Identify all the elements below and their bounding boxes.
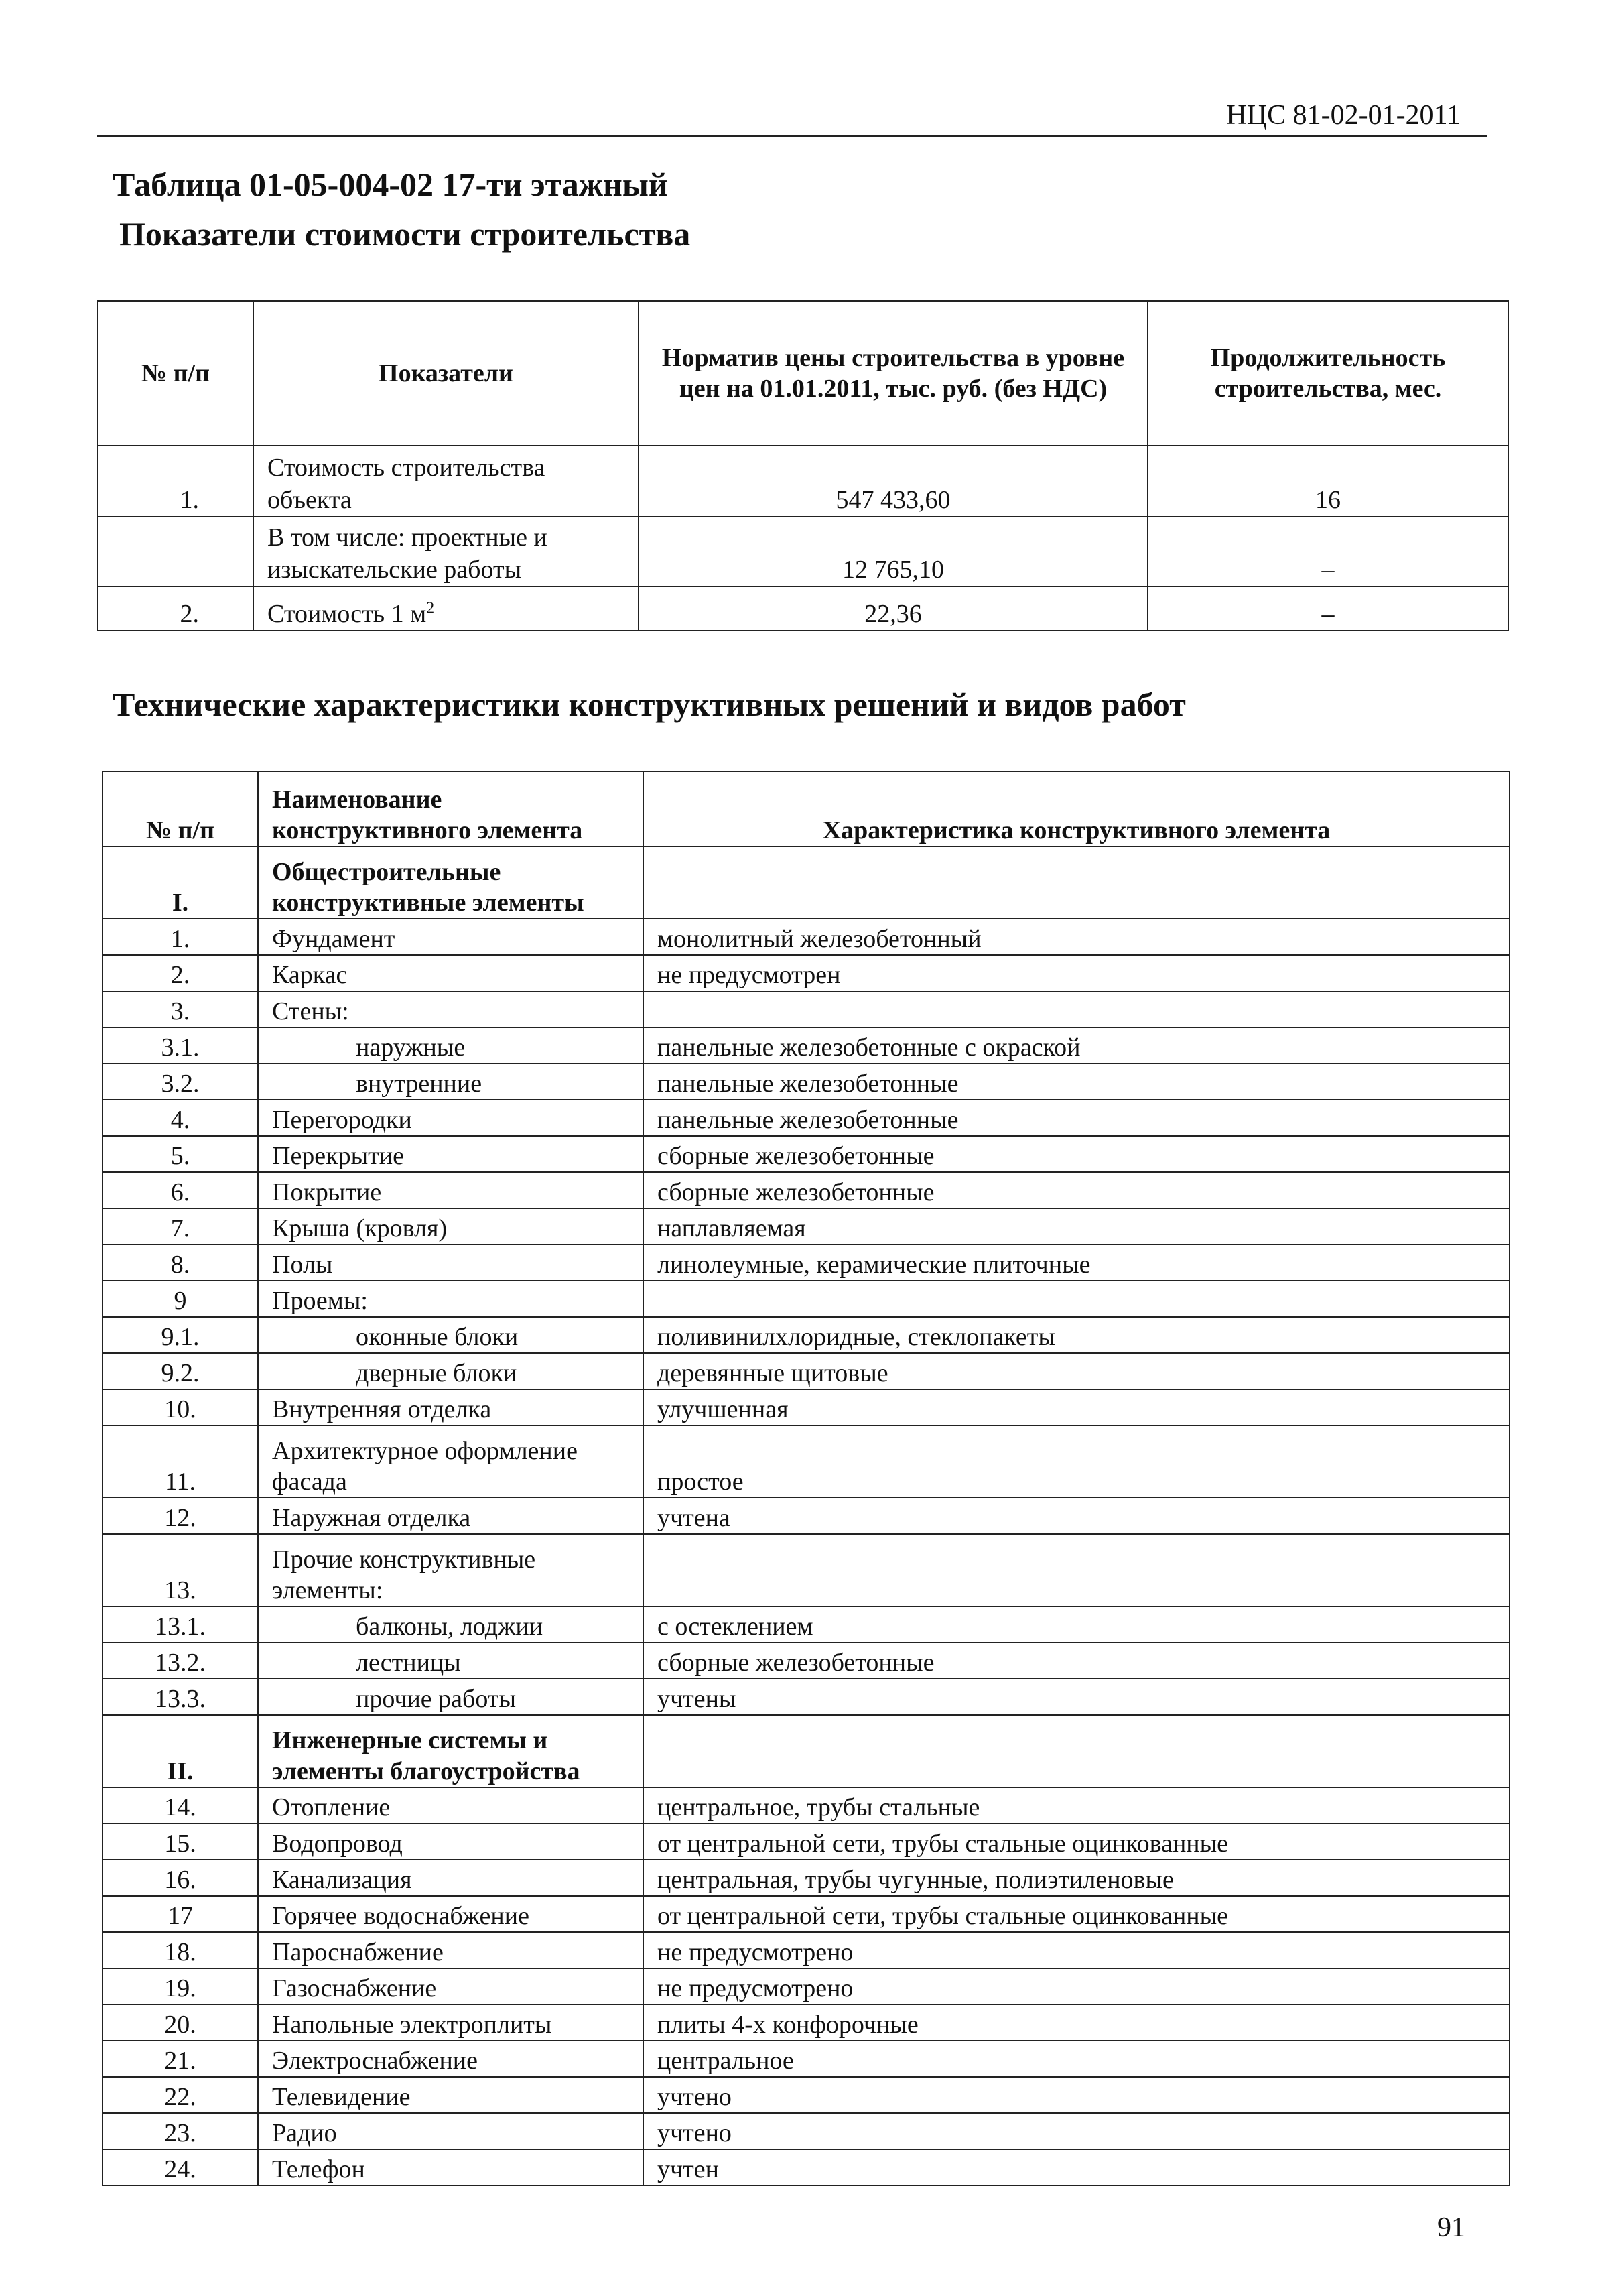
row-name: Канализация — [258, 1860, 643, 1896]
row-num: 9 — [103, 1281, 258, 1317]
row-num: 9.2. — [103, 1353, 258, 1389]
table-row — [103, 1715, 1510, 1787]
row-norm: 12 765,10 — [639, 517, 1148, 586]
row-characteristic — [643, 846, 1510, 919]
row-characteristic: деревянные щитовые — [643, 1353, 1510, 1389]
row-name: Стены: — [258, 991, 643, 1027]
row-characteristic: учтена — [643, 1498, 1510, 1534]
row-characteristic: не предусмотрен — [643, 955, 1510, 991]
row-num — [98, 517, 253, 586]
row-num: 7. — [103, 1208, 258, 1245]
row-num: 13.1. — [103, 1606, 258, 1643]
table-row — [103, 1860, 1510, 1896]
table-row — [98, 517, 1508, 586]
row-characteristic: поливинилхлоридные, стеклопакеты — [643, 1317, 1510, 1353]
table-row — [103, 1425, 1510, 1498]
table-row — [103, 1100, 1510, 1136]
table-row — [103, 846, 1510, 919]
table-row — [103, 1064, 1510, 1100]
table-row — [103, 1172, 1510, 1208]
table-row — [103, 2113, 1510, 2149]
header-norm: Норматив цены строительства в уровне цен на 01.01.2011, тыс. руб. (без НДС) — [639, 301, 1148, 446]
row-num: 2. — [103, 955, 258, 991]
row-name: лестницы — [258, 1643, 643, 1679]
table-row — [103, 919, 1510, 955]
row-num: 12. — [103, 1498, 258, 1534]
table-row — [103, 1498, 1510, 1534]
row-characteristic: наплавляемая — [643, 1208, 1510, 1245]
row-characteristic: центральное, трубы стальные — [643, 1787, 1510, 1824]
row-name: Фундамент — [258, 919, 643, 955]
table-row — [103, 1281, 1510, 1317]
table-row — [103, 1027, 1510, 1064]
header-characteristic: Характеристика конструктивного элемента — [643, 771, 1510, 846]
row-num: 15. — [103, 1824, 258, 1860]
row-num: 13.2. — [103, 1643, 258, 1679]
row-num: 3.2. — [103, 1064, 258, 1100]
row-characteristic: учтен — [643, 2149, 1510, 2185]
row-name: Телефон — [258, 2149, 643, 2185]
page-number: 91 — [1437, 2212, 1465, 2243]
table-row — [103, 1389, 1510, 1425]
row-characteristic: от центральной сети, трубы стальные оцинкованные — [643, 1824, 1510, 1860]
row-num: 19. — [103, 1968, 258, 2004]
table1-subtitle: Показатели стоимости строительства — [119, 215, 691, 253]
row-num: 2. — [98, 586, 253, 631]
row-num: 22. — [103, 2077, 258, 2113]
row-num: 10. — [103, 1389, 258, 1425]
row-num: 5. — [103, 1136, 258, 1172]
row-characteristic: с остеклением — [643, 1606, 1510, 1643]
table-row — [103, 955, 1510, 991]
row-indicator — [253, 586, 639, 631]
table-row — [103, 2149, 1510, 2185]
row-name: Каркас — [258, 955, 643, 991]
row-num: 3.1. — [103, 1027, 258, 1064]
row-name: прочие работы — [258, 1679, 643, 1715]
row-characteristic: не предусмотрено — [643, 1968, 1510, 2004]
row-name: Телевидение — [258, 2077, 643, 2113]
table-row — [103, 1896, 1510, 1932]
row-num: 11. — [103, 1425, 258, 1498]
row-name: Полы — [258, 1245, 643, 1281]
table-row — [103, 1534, 1510, 1606]
table-row — [103, 2004, 1510, 2041]
row-num: 8. — [103, 1245, 258, 1281]
row-characteristic — [643, 1534, 1510, 1606]
row-characteristic: монолитный железобетонный — [643, 919, 1510, 955]
table-row — [103, 1787, 1510, 1824]
row-num: 24. — [103, 2149, 258, 2185]
row-num: 21. — [103, 2041, 258, 2077]
table-row — [103, 1932, 1510, 1968]
row-num: 16. — [103, 1860, 258, 1896]
row-num: II. — [103, 1715, 258, 1787]
indicator-text: Стоимость 1 м — [267, 600, 427, 628]
table-row — [103, 1353, 1510, 1389]
row-characteristic: от центральной сети, трубы стальные оцинкованные — [643, 1896, 1510, 1932]
row-name: Горячее водоснабжение — [258, 1896, 643, 1932]
row-characteristic: простое — [643, 1425, 1510, 1498]
row-name: Пароснабжение — [258, 1932, 643, 1968]
header-name: Наименование конструктивного элемента — [258, 771, 643, 846]
cost-indicators-table — [97, 300, 1509, 631]
row-name: Покрытие — [258, 1172, 643, 1208]
row-indicator: Стоимость строительства объекта — [253, 446, 639, 517]
row-name: Газоснабжение — [258, 1968, 643, 2004]
row-characteristic: учтено — [643, 2113, 1510, 2149]
row-duration: – — [1148, 586, 1508, 631]
table-row — [103, 1824, 1510, 1860]
table-row — [103, 1606, 1510, 1643]
table-row — [103, 1679, 1510, 1715]
row-name: Наружная отделка — [258, 1498, 643, 1534]
table-row — [98, 586, 1508, 631]
row-characteristic: линолеумные, керамические плиточные — [643, 1245, 1510, 1281]
row-characteristic: сборные железобетонные — [643, 1136, 1510, 1172]
row-name: Крыша (кровля) — [258, 1208, 643, 1245]
row-num: 14. — [103, 1787, 258, 1824]
row-name: Архитектурное оформление фасада — [258, 1425, 643, 1498]
row-characteristic: центральная, трубы чугунные, полиэтиленовые — [643, 1860, 1510, 1896]
row-name: Напольные электроплиты — [258, 2004, 643, 2041]
header-num: № п/п — [103, 771, 258, 846]
row-num: 13. — [103, 1534, 258, 1606]
row-characteristic: панельные железобетонные — [643, 1100, 1510, 1136]
row-characteristic: сборные железобетонные — [643, 1643, 1510, 1679]
row-characteristic: панельные железобетонные — [643, 1064, 1510, 1100]
table-row — [98, 446, 1508, 517]
row-name: Инженерные системы и элементы благоустройства — [258, 1715, 643, 1787]
row-num: 18. — [103, 1932, 258, 1968]
row-characteristic: центральное — [643, 2041, 1510, 2077]
row-name: Прочие конструктивные элементы: — [258, 1534, 643, 1606]
header-indicator: Показатели — [253, 301, 639, 446]
superscript: 2 — [426, 599, 435, 617]
row-name: Перекрытие — [258, 1136, 643, 1172]
row-norm: 547 433,60 — [639, 446, 1148, 517]
row-num: 3. — [103, 991, 258, 1027]
table-row — [103, 1968, 1510, 2004]
row-name: Отопление — [258, 1787, 643, 1824]
table-row — [103, 2041, 1510, 2077]
technical-characteristics-table — [102, 771, 1510, 2186]
row-num: 17 — [103, 1896, 258, 1932]
table-row — [103, 1208, 1510, 1245]
row-characteristic: улучшенная — [643, 1389, 1510, 1425]
table-row — [103, 2077, 1510, 2113]
row-num: 23. — [103, 2113, 258, 2149]
row-characteristic: учтены — [643, 1679, 1510, 1715]
row-characteristic: плиты 4-х конфорочные — [643, 2004, 1510, 2041]
header-num: № п/п — [98, 301, 253, 446]
row-characteristic: панельные железобетонные с окраской — [643, 1027, 1510, 1064]
row-name: Электроснабжение — [258, 2041, 643, 2077]
row-name: оконные блоки — [258, 1317, 643, 1353]
row-characteristic: не предусмотрено — [643, 1932, 1510, 1968]
row-duration: – — [1148, 517, 1508, 586]
table-row — [103, 1317, 1510, 1353]
row-characteristic: сборные железобетонные — [643, 1172, 1510, 1208]
row-name: наружные — [258, 1027, 643, 1064]
row-num: 1. — [103, 919, 258, 955]
row-characteristic — [643, 1281, 1510, 1317]
table-row — [103, 991, 1510, 1027]
row-num: I. — [103, 846, 258, 919]
row-num: 6. — [103, 1172, 258, 1208]
table1-title: Таблица 01-05-004-02 17-ти этажный — [113, 166, 668, 203]
row-characteristic: учтено — [643, 2077, 1510, 2113]
row-name: Общестроительные конструктивные элементы — [258, 846, 643, 919]
row-name: Перегородки — [258, 1100, 643, 1136]
table-row — [103, 1136, 1510, 1172]
row-name: дверные блоки — [258, 1353, 643, 1389]
table2-title: Технические характеристики конструктивных решений и видов работ — [113, 686, 1186, 723]
table-row — [103, 1245, 1510, 1281]
row-num: 13.3. — [103, 1679, 258, 1715]
table-row — [103, 1643, 1510, 1679]
row-name: внутренние — [258, 1064, 643, 1100]
row-indicator: В том числе: проектные и изыскательские работы — [253, 517, 639, 586]
row-duration: 16 — [1148, 446, 1508, 517]
row-name: Проемы: — [258, 1281, 643, 1317]
row-num: 20. — [103, 2004, 258, 2041]
header-rule — [97, 135, 1487, 137]
row-norm: 22,36 — [639, 586, 1148, 631]
row-name: Радио — [258, 2113, 643, 2149]
row-num: 1. — [98, 446, 253, 517]
row-num: 4. — [103, 1100, 258, 1136]
row-name: балконы, лоджии — [258, 1606, 643, 1643]
row-name: Внутренняя отделка — [258, 1389, 643, 1425]
row-characteristic — [643, 991, 1510, 1027]
row-num: 9.1. — [103, 1317, 258, 1353]
row-characteristic — [643, 1715, 1510, 1787]
row-name: Водопровод — [258, 1824, 643, 1860]
document-code: НЦС 81-02-01-2011 — [1226, 100, 1461, 131]
header-duration: Продолжительность строительства, мес. — [1148, 301, 1508, 446]
